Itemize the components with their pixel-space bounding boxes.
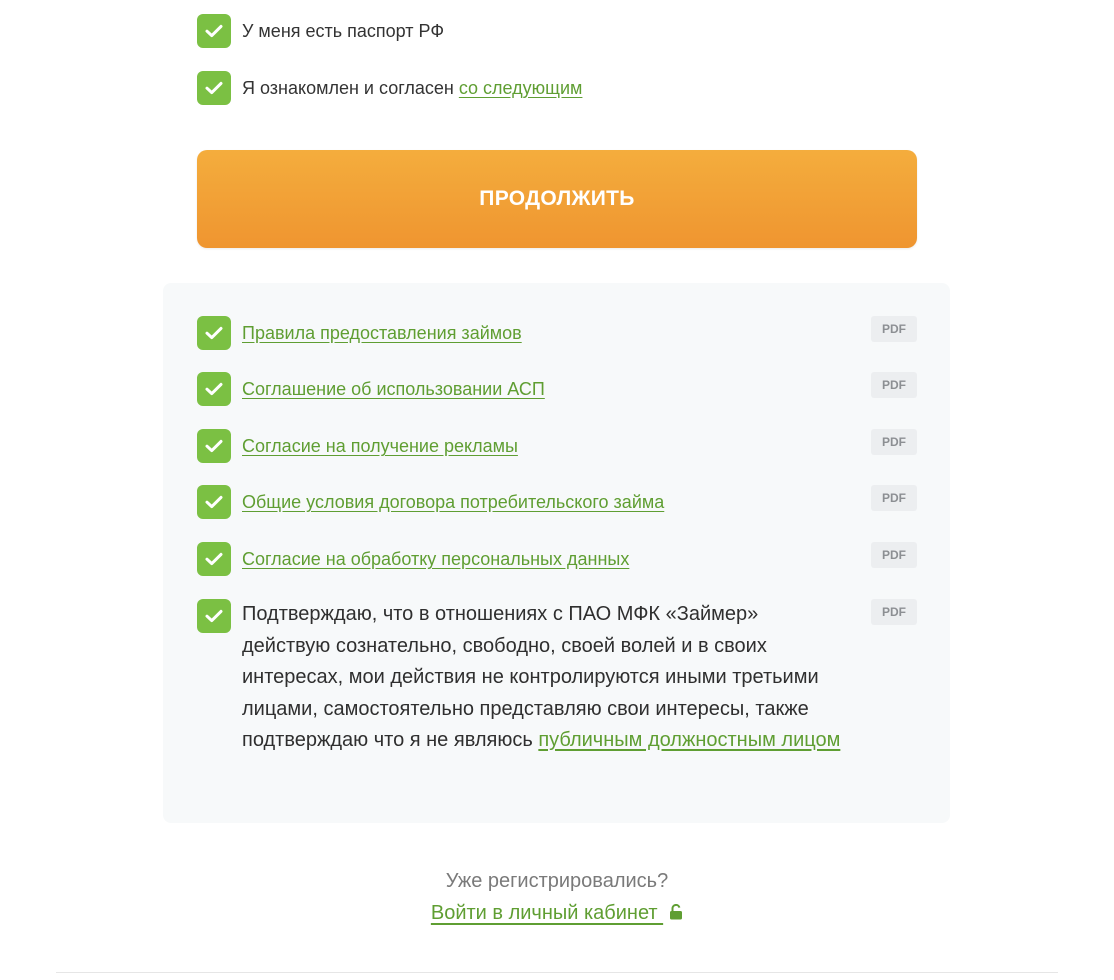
confirmation-body: Подтверждаю, что в отношениях с ПАО МФК «Займер» действую сознательно, свободно, своей волей и в своих интересах, мои действия не контролируются иными третьими лицами, самостоятельно представляю свои интересы, также подтверждаю что я не являюсь	[242, 603, 819, 751]
check-icon	[205, 495, 223, 509]
document-link-general-terms[interactable]: Общие условия договора потребительского займа	[242, 492, 665, 512]
agreement-link[interactable]: со следующим	[458, 77, 583, 98]
passport-consent-label: У меня есть паспорт РФ	[242, 20, 445, 41]
check-icon	[205, 24, 223, 38]
document-row[interactable]	[197, 316, 917, 350]
document-row[interactable]	[197, 372, 917, 406]
check-icon	[205, 439, 223, 453]
document-checkbox[interactable]	[197, 372, 231, 406]
check-icon	[205, 382, 223, 396]
login-line	[0, 902, 1114, 925]
check-icon	[205, 326, 223, 340]
pdf-badge[interactable]: PDF	[871, 372, 917, 398]
check-icon	[205, 81, 223, 95]
already-registered-text: Уже регистрировались?	[445, 870, 669, 892]
passport-checkbox[interactable]	[197, 14, 231, 48]
confirmation-checkbox[interactable]	[197, 599, 231, 633]
document-link-personal-data[interactable]: Согласие на обработку персональных данных	[242, 549, 630, 569]
document-checkbox[interactable]	[197, 429, 231, 463]
pdf-badge[interactable]: PDF	[871, 599, 917, 625]
document-row[interactable]	[197, 542, 917, 576]
divider	[56, 972, 1058, 973]
passport-consent-row[interactable]	[197, 14, 444, 48]
document-row[interactable]	[197, 429, 917, 463]
document-checkbox[interactable]	[197, 316, 231, 350]
document-row[interactable]	[197, 485, 917, 519]
confirmation-text	[242, 599, 852, 757]
login-link[interactable]	[431, 902, 663, 924]
document-link-advertising-consent[interactable]: Согласие на получение рекламы	[242, 436, 518, 456]
document-checkbox[interactable]	[197, 485, 231, 519]
agreement-prefix: Я ознакомлен и согласен	[242, 77, 459, 98]
document-link-asp-agreement[interactable]: Соглашение об использовании АСП	[242, 379, 545, 399]
continue-button[interactable]: ПРОДОЛЖИТЬ	[197, 150, 917, 248]
pdf-badge[interactable]: PDF	[871, 429, 917, 455]
lock-icon	[669, 904, 683, 920]
confirmation-row[interactable]	[197, 599, 917, 757]
agreement-consent-label	[242, 78, 582, 99]
document-link-loan-rules[interactable]: Правила предоставления займов	[242, 323, 522, 343]
public-official-link[interactable]: публичным должностным лицом	[538, 729, 841, 751]
documents-panel	[163, 283, 950, 823]
pdf-badge[interactable]: PDF	[871, 542, 917, 568]
check-icon	[205, 609, 223, 623]
check-icon	[205, 552, 223, 566]
login-link-label: Войти в личный кабинет	[430, 902, 664, 924]
agreement-consent-row[interactable]	[197, 71, 582, 105]
agreement-checkbox[interactable]	[197, 71, 231, 105]
pdf-badge[interactable]: PDF	[871, 485, 917, 511]
pdf-badge[interactable]: PDF	[871, 316, 917, 342]
document-checkbox[interactable]	[197, 542, 231, 576]
